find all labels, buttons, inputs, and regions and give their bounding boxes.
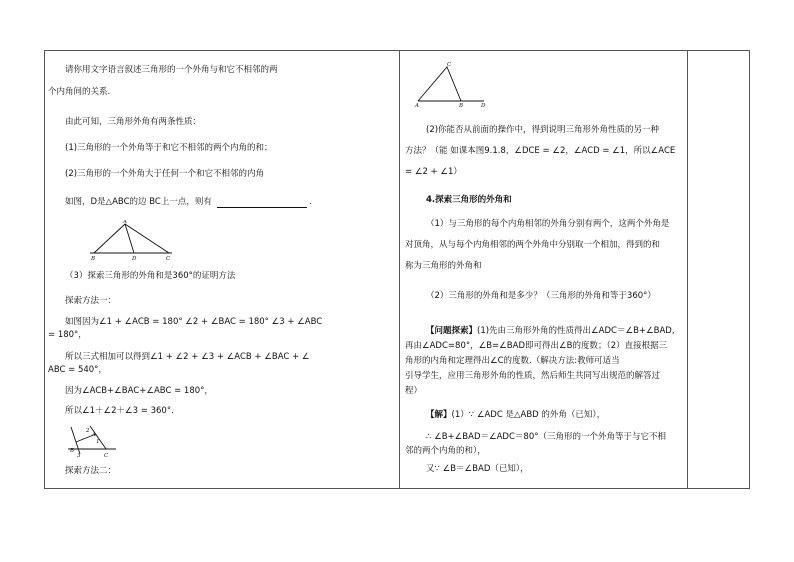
- left-text-line: .: [309, 197, 312, 207]
- label-b: B: [459, 103, 464, 108]
- left-text-line: 如图因为∠1 + ∠ACB = 180° ∠2 + ∠BAC = 180° ∠3 + ∠ABC: [65, 317, 323, 327]
- right-text-line: 角形的内角和定理得出∠C的度数.（解决方法:教师可适当: [405, 356, 620, 366]
- segment-ad: [125, 224, 134, 253]
- right-text-line: 邻的两个内角的和），: [405, 446, 486, 456]
- problem-explore-text: (1)先由三角形外角的性质得出∠ADC＝∠B+∠BAD,: [477, 326, 675, 336]
- solution-line: [426, 410, 605, 421]
- right-text-line: = ∠2 + ∠1）: [405, 167, 462, 177]
- left-text-line: 所以三式相加可以得到∠1 + ∠2 + ∠3 + ∠ACB + ∠BAC + ∠: [65, 352, 310, 362]
- table-frame: [44, 50, 750, 489]
- label-c: C: [447, 62, 452, 68]
- triangle-sides: [418, 67, 461, 101]
- left-text-line: 请你用文字语言叙述三角形的一个外角与和它不相邻的两: [65, 65, 278, 75]
- label-a: A: [415, 103, 419, 108]
- label-c: C: [104, 453, 109, 459]
- label-d: D: [132, 256, 137, 262]
- right-text-line: 程）: [405, 386, 423, 396]
- problem-explore-line: [426, 326, 675, 337]
- property-1: (1)三角形的一个外角等于和它不相邻的两个内角的和；: [65, 143, 273, 153]
- label-c: C: [166, 256, 171, 262]
- left-text-line: 所以∠1＋∠2＋∠3 = 360°.: [65, 406, 174, 416]
- answer-blank: [217, 207, 307, 208]
- label-a: A: [92, 432, 96, 438]
- notes-column: [688, 50, 749, 489]
- left-text-line: = 180°，: [48, 330, 87, 340]
- right-text-line: 又∵ ∠B＝∠BAD（已知），: [426, 464, 529, 474]
- left-text-line: 如图，D是△ABC的边 BC上一点，则有: [65, 197, 212, 207]
- left-text-line: 因为∠ACB+∠BAC+∠ABC = 180°，: [65, 386, 213, 396]
- method-heading: 探索方法一：: [65, 296, 117, 306]
- right-text-line: (2)你能否从前面的操作中，得到说明三角形外角性质的另一种: [426, 125, 660, 135]
- right-text-line: （2）三角形的外角和是多少？（三角形的外角和等于360°）: [426, 291, 656, 301]
- section-heading: 4.探索三角形的外角和: [426, 195, 512, 205]
- right-text-line: 再由∠ADC=80°，∠B=∠BAD即可得出∠B的度数；（2）直接根据三: [405, 341, 668, 351]
- solution-tag: 【解】: [426, 410, 452, 420]
- left-text-line: （3）探索三角形的外角和是360°的证明方法: [65, 271, 236, 281]
- left-text-line: 个内角间的关系.: [48, 87, 111, 97]
- label-angle-2: 2: [86, 428, 90, 434]
- method-heading: 探索方法二：: [65, 466, 117, 476]
- label-a: A: [123, 220, 127, 225]
- left-text-line: ABC = 540°，: [48, 365, 107, 375]
- triangle-figure-3: [412, 60, 492, 108]
- label-angle-1: 1: [96, 439, 100, 445]
- label-angle-3: 3: [77, 453, 81, 459]
- right-text-line: （1）与三角形的每个内角相邻的外角分别有两个，这两个外角是: [426, 219, 670, 229]
- right-text-line: ∴ ∠B+∠BAD＝∠ADC＝80°（三角形的一个外角等于与它不相: [426, 432, 666, 442]
- label-b: B: [70, 448, 75, 454]
- right-text-line: 对顶角，从与每个内角相邻的两个外角中分别取一个相加，得到的和: [405, 240, 661, 250]
- right-text-line: 方法？（能 如课本图9.1.8，∠DCE = ∠2，∠ACD = ∠1，所以∠ACE: [405, 146, 676, 156]
- triangle-figure-2: [66, 424, 118, 460]
- solution-text: (1）∵ ∠ADC 是△ABD 的外角（已知），: [451, 410, 606, 420]
- label-b: B: [91, 256, 96, 262]
- label-d: D: [481, 103, 486, 108]
- triangle-figure-1: [88, 220, 178, 262]
- column-divider-1: [399, 50, 400, 489]
- problem-explore-tag: 【问题探索】: [426, 326, 478, 336]
- property-2: (2)三角形的一个外角大于任何一个和它不相邻的内角: [65, 169, 265, 179]
- triangle-sides: [94, 224, 169, 253]
- right-text-line: 引导学生，应用三角形外角的性质，然后师生共同写出规范的解答过: [405, 371, 661, 381]
- right-text-line: 称为三角形的外角和: [405, 261, 482, 271]
- left-text-line: 由此可知，三角形外角有两条性质：: [65, 117, 202, 127]
